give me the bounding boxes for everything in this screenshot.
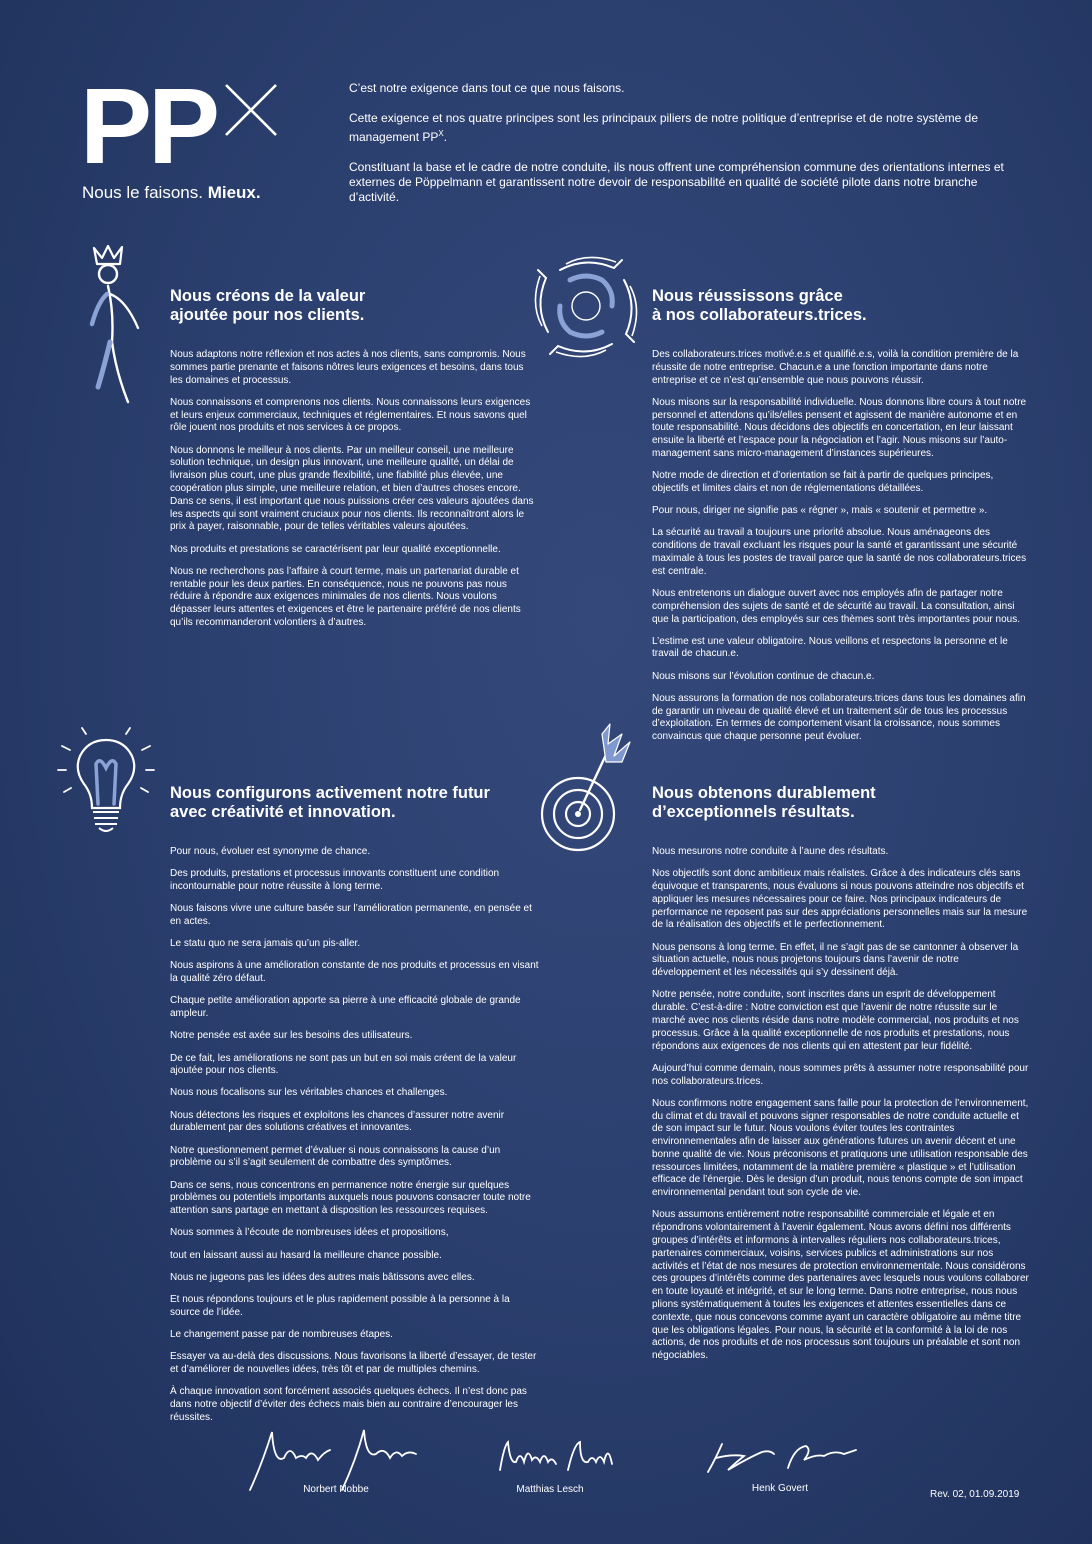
- logo-x-icon: [222, 82, 280, 138]
- signature-matthias-lesch: [494, 1436, 618, 1476]
- intro-text: [349, 81, 1019, 220]
- section-body: [170, 846, 540, 1434]
- paragraph: Nous misons sur la responsabilité individuelle. Nous donnons libre cours à tout notre personnel et attendons qu’ils/elles pensent et agissent de manière autonome et en toute responsabilité. Nous décidons des objectifs en concertation, en leur laissant ensuite la liberté et l’espace pour la négociation et l’agir. Nous misons sur l’auto-management sans micro-management d’instances supérieures.: [652, 396, 1027, 459]
- paragraph: De ce fait, les améliorations ne sont pas un but en soi mais créent de la valeur ajoutée pour nos clients.: [170, 1052, 517, 1077]
- signatory-name: Henk Govert: [751, 1483, 809, 1494]
- target-arrow-icon: [538, 722, 638, 854]
- tagline-regular: Nous le faisons.: [82, 183, 203, 202]
- lightbulb-icon: [56, 724, 156, 836]
- paragraph: Le changement passe par de nombreuses étapes.: [170, 1328, 393, 1340]
- signature-henk-govert: [704, 1438, 860, 1478]
- paragraph: Nous faisons vivre une culture basée sur l’amélioration permanente, en pensée et en actes.: [170, 903, 532, 927]
- section-title: Nous obtenons durablement d’exceptionnels résultats.: [652, 784, 876, 821]
- paragraph: Pour nous, diriger ne signifie pas « régner », mais « soutenir et permettre ».: [652, 505, 988, 517]
- section-body: [170, 349, 535, 639]
- paragraph: Notre questionnement permet d’évaluer si nous connaissons la cause d’un problème ou s’il s’agit seulement de combattre des symptômes.: [170, 1144, 501, 1169]
- section-title: Nous réussissons grâce à nos collaborateurs.trices.: [652, 287, 867, 324]
- intro-paragraph: C’est notre exigence dans tout ce que nous faisons.: [349, 81, 625, 95]
- paragraph: Nous assumons entièrement notre responsabilité commerciale et légale et en répondrons volontairement à l’avenir également. Nous avons défini nos différents groupes d’intérêts et informons à intervalles réguliers nos collaborateurs.trices, partenaires commerciaux, voisins, services publics et administrations sur nos activités et l’état de nos mesures de protection environnementale. Nous considérons ces groupes d’intérêts comme des partenaires avec lesquels nous voulons collaborer en toute loyauté et intégrité, et sur le long terme. Dans notre entreprise, nous nous plions systématiquement à toutes les exigences et attentes essentielles dans ce contexte, que nous concevons comme ayant un caractère obligatoire au même titre que les obligations légales. Pour nous, la sécurité et la conformité à la loi de nos actions, de nos produits et de nos processus sont toujours un préalable et sont non négociables.: [652, 1209, 1029, 1362]
- paragraph: Nous ne jugeons pas les idées des autres mais bâtissons avec elles.: [170, 1271, 475, 1283]
- paragraph: Nous assurons la formation de nos collaborateurs.trices dans tous les domaines afin de garantir un niveau de qualité élevé et un traitement sûr de tous les processus d’exploitation. En termes de comportement visant la croissance, nous sommes convaincus que chaque personne peut évoluer.: [652, 692, 1026, 743]
- intro-paragraph: Cette exigence et nos quatre principes sont les principaux piliers de notre politique d’entreprise et de notre système de management $PP^X$.: [349, 111, 979, 144]
- paragraph: Notre pensée est axée sur les besoins des utilisateurs.: [170, 1030, 413, 1042]
- paragraph: Nous entretenons un dialogue ouvert avec nos employés afin de partager notre compréhension des sujets de santé et de sécurité au travail. La consultation, ainsi que la participation, des employés sur ces thèmes sont très importantes pour nous.: [652, 587, 1020, 625]
- paragraph: La sécurité au travail a toujours une priorité absolue. Nous aménageons des conditions de travail excluant les risques pour la santé et garantissant une sécurité maximale à tous les postes de travail parce que la santé de nos collaborateurs.trices est centrale.: [652, 527, 1027, 577]
- paragraph: Nous détectons les risques et exploitons les chances d’assurer notre avenir durablement par des solutions créatives et innovantes.: [170, 1109, 505, 1134]
- signatory-name: Matthias Lesch: [516, 1484, 584, 1495]
- paragraph: Le statu quo ne sera jamais qu’un pis-aller.: [170, 938, 361, 950]
- revision-label: Rev. 02, 01.09.2019: [930, 1489, 1020, 1500]
- paragraph: Des collaborateurs.trices motivé.e.s et qualifié.e.s, voilà la condition première de la réussite de notre entreprise. Chacun.e a une fonction importante dans notre entreprise et ce n’est qu’ensemble que nous pouvons réussir.: [652, 349, 1019, 386]
- paragraph: Des produits, prestations et processus innovants constituent une condition incontournable pour notre réussite à long terme.: [170, 868, 500, 892]
- paragraph: Nos produits et prestations se caractérisent par leur qualité exceptionnelle.: [170, 543, 501, 555]
- logo-wordmark: PP: [80, 65, 217, 186]
- paragraph: Chaque petite amélioration apporte sa pierre à une efficacité globale de grande ampleur.: [170, 995, 521, 1020]
- section-body: [652, 846, 1030, 1372]
- paragraph: L’estime est une valeur obligatoire. Nous veillons et respectons la personne et le travail de chacun.e.: [652, 635, 1008, 660]
- paragraph: tout en laissant aussi au hasard la meilleure chance possible.: [170, 1249, 442, 1261]
- king-figure-icon: [86, 242, 152, 407]
- paragraph: Notre pensée, notre conduite, sont inscrites dans un esprit de développement durable. C’est-à-dire : Notre conviction est que l’avenir de notre réussite sur le marché avec nos clients réside dans notre modèle commercial, nos produits et nos processus. Grâce à la qualité exceptionnelle de nos produits et prestations, nous répondons aux exigences de nos clients qui en attestent par leur fidélité.: [652, 989, 1019, 1052]
- paragraph: Aujourd’hui comme demain, nous sommes prêts à assumer notre responsabilité pour nos collaborateurs.trices.: [652, 1062, 1029, 1087]
- paragraph: Notre mode de direction et d’orientation se fait à partir de quelques principes, objectifs et limites clairs et non de réglementations détaillées.: [652, 470, 994, 494]
- paragraph: À chaque innovation sont forcément associés quelques échecs. Il n’est donc pas dans notre objectif d’éviter des échecs mais bien au contraire d’encourager les réussites.: [170, 1386, 527, 1423]
- section-title: Nous créons de la valeur ajoutée pour nos clients.: [170, 287, 366, 324]
- section-body: [652, 349, 1030, 753]
- signatory-name: Norbert Nobbe: [303, 1484, 369, 1495]
- paragraph: Dans ce sens, nous concentrons en permanence notre énergie sur quelques problèmes ou potentiels importants auxquels nous pouvons consacrer toute notre attention sans partage en mettant à disposition les ressources requises.: [170, 1179, 531, 1217]
- intro-superscript: X: [438, 129, 444, 138]
- paragraph: Nous aspirons à une amélioration constante de nos produits et processus en visant la qualité zéro défaut.: [170, 960, 539, 985]
- paragraph: Et nous répondons toujours et le plus rapidement possible à la personne à la source de l’idée.: [170, 1293, 510, 1318]
- hands-circle-icon: [530, 250, 642, 362]
- paragraph: Nous mesurons notre conduite à l’aune des résultats.: [652, 846, 889, 857]
- paragraph: Essayer va au-delà des discussions. Nous favorisons la liberté d’essayer, de tester et d’améliorer de nouvelles idées, très tôt et par de multiples chemins.: [170, 1351, 537, 1375]
- tagline-bold: Mieux.: [207, 183, 261, 202]
- paragraph: Nos objectifs sont donc ambitieux mais réalistes. Grâce à des indicateurs clés sans équivoque et transparents, nous évaluons si nous pouvons atteindre nos objectifs et appliquer les mesures nécessaires pour ce faire. Nos principaux indicateurs de performance ne reposent pas sur des appréciations personnelles mais sur la mesure de la réalisation des objectifs et le perfectionnement.: [652, 868, 1028, 931]
- paragraph: Nous donnons le meilleur à nos clients. Par un meilleur conseil, une meilleure solution technique, un design plus innovant, une meilleure qualité, un délai de livraison plus court, une plus grande flexibilité, une fiabilité plus élevée, une coopération plus simple, une meilleure relation, et bien d’autres choses encore. Dans ce sens, il est important que nous puissions créer ces valeurs ajoutées dans les aspects qui sont vraiment cruciaux pour nos clients. Ils reconnaîtront alors le prix à payer, raisonnable, pour de telles véritables valeurs ajoutées.: [170, 444, 534, 533]
- intro-paragraph: Constituant la base et le cadre de notre conduite, ils nous offrent une compréhension commune des orientations internes et externes de Pöppelmann et garantissent notre devoir de responsabilité en qualité de société pilote dans notre branche d’activité.: [349, 160, 1004, 204]
- paragraph: Nous adaptons notre réflexion et nos actes à nos clients, sans compromis. Nous sommes partie prenante et faisons nôtres leurs exigences et besoins, dans tous les domaines et processus.: [170, 349, 526, 386]
- paragraph: Nous ne recherchons pas l’affaire à court terme, mais un partenariat durable et rentable pour les deux parties. En conséquence, nous ne pouvons pas nous réduire à répondre aux exigences minimales de nos clients. Nous voulons dépasser leurs attentes et exigences et être le partenaire préféré de nos clients qu’ils recommanderont volontiers à d’autres.: [170, 565, 521, 628]
- paragraph: Nous connaissons et comprenons nos clients. Nous connaissons leurs exigences et leurs enjeux commerciaux, techniques et réglementaires. Et nous savons quel rôle jouent nos produits et nos services à ce propos.: [170, 396, 531, 434]
- section-title: Nous configurons activement notre futur avec créativité et innovation.: [170, 784, 490, 821]
- paragraph: Nous confirmons notre engagement sans faille pour la protection de l’environnement, du climat et du travail et pouvons signer responsables de notre conduite actuelle et de son impact sur le futur. Nous voulons éviter toutes les contraintes environnementales afin de laisser aux générations futures un avenir décent et une bonne qualité de vie. Nous préconisons et pratiquons une utilisation responsable des ressources limitées, notamment de la matière première « plastique » et l’utilisation efficace de l’énergie. Dès le design d’un produit, nous tenons compte de son impact environnemental pendant tout son cycle de vie.: [652, 1097, 1029, 1199]
- paragraph: Nous misons sur l’évolution continue de chacun.e.: [652, 670, 875, 682]
- tagline: [82, 183, 261, 203]
- paragraph: Nous pensons à long terme. En effet, il ne s’agit pas de se cantonner à observer la situation actuelle, nous nous projetons toujours dans l’avenir de notre développement et les nécessités qui s’y dessinent déjà.: [652, 941, 1019, 979]
- paragraph: Nous sommes à l’écoute de nombreuses idées et propositions,: [170, 1227, 449, 1239]
- paragraph: Nous nous focalisons sur les véritables chances et challenges.: [170, 1087, 448, 1099]
- paragraph: Pour nous, évoluer est synonyme de chance.: [170, 846, 371, 857]
